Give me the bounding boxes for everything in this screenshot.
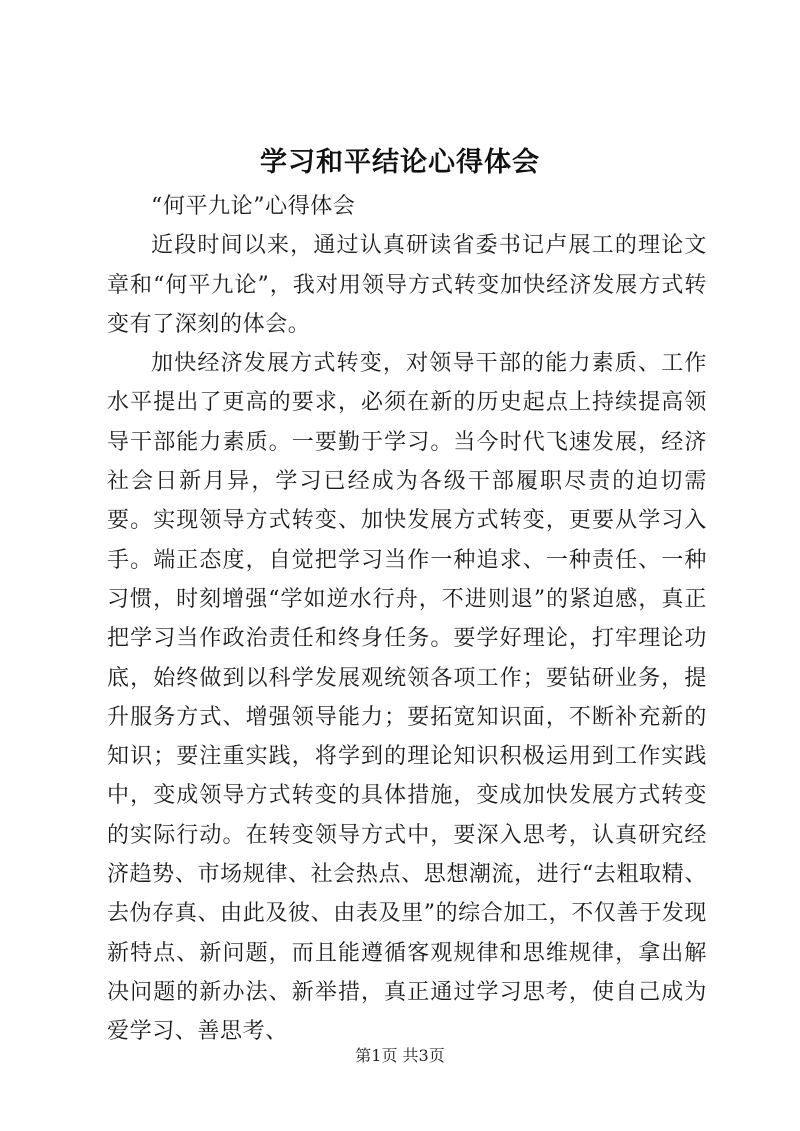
main-paragraph: 加快经济发展方式转变，对领导干部的能力素质、工作水平提出了更高的要求，必须在新的历史起点上持续提高领导干部能力素质。一要勤于学习。当今时代飞速发展，经济社会日新月异，学习已经成为各级干部履职尽责的迫切需要。实现领导方式转变、加快发展方式转变，更要从学习入手。端正态度，自觉把学习当作一种追求、一种责任、一种习惯，时刻增强“学如逆水行舟，不进则退”的紧迫感，真正把学习当作政治责任和终身任务。要学好理论，打牢理论功底，始终做到以科学发展观统领各项工作；要钻研业务，提升服务方式、增强领导能力；要拓宽知识面，不断补充新的知识；要注重实践，将学到的理论知识积极运用到工作实践中，变成领导方式转变的具体措施，变成加快发展方式转变的实际行动。在转变领导方式中，要深入思考，认真研究经济趋势、市场规律、社会热点、思想潮流，进行“去粗取精、去伪存真、由此及彼、由表及里”的综合加工，不仅善于发现新特点、新问题，而且能遵循客观规律和思维规律，拿出解决问题的新办法、新举措，真正通过学习思考，使自己成为爱学习、善思考、 <box>107 351 707 1045</box>
intro-paragraph: 近段时间以来，通过认真研读省委书记卢展工的理论文章和“何平九论”，我对用领导方式转变加快经济发展方式转变有了深刻的体会。 <box>107 233 707 337</box>
document-body <box>107 187 707 1052</box>
subtitle-paragraph: “何平九论”心得体会 <box>151 194 356 219</box>
page-footer: 第1页 共3页 <box>355 1046 445 1065</box>
document-title: 学习和平结论心得体会 <box>260 147 540 178</box>
